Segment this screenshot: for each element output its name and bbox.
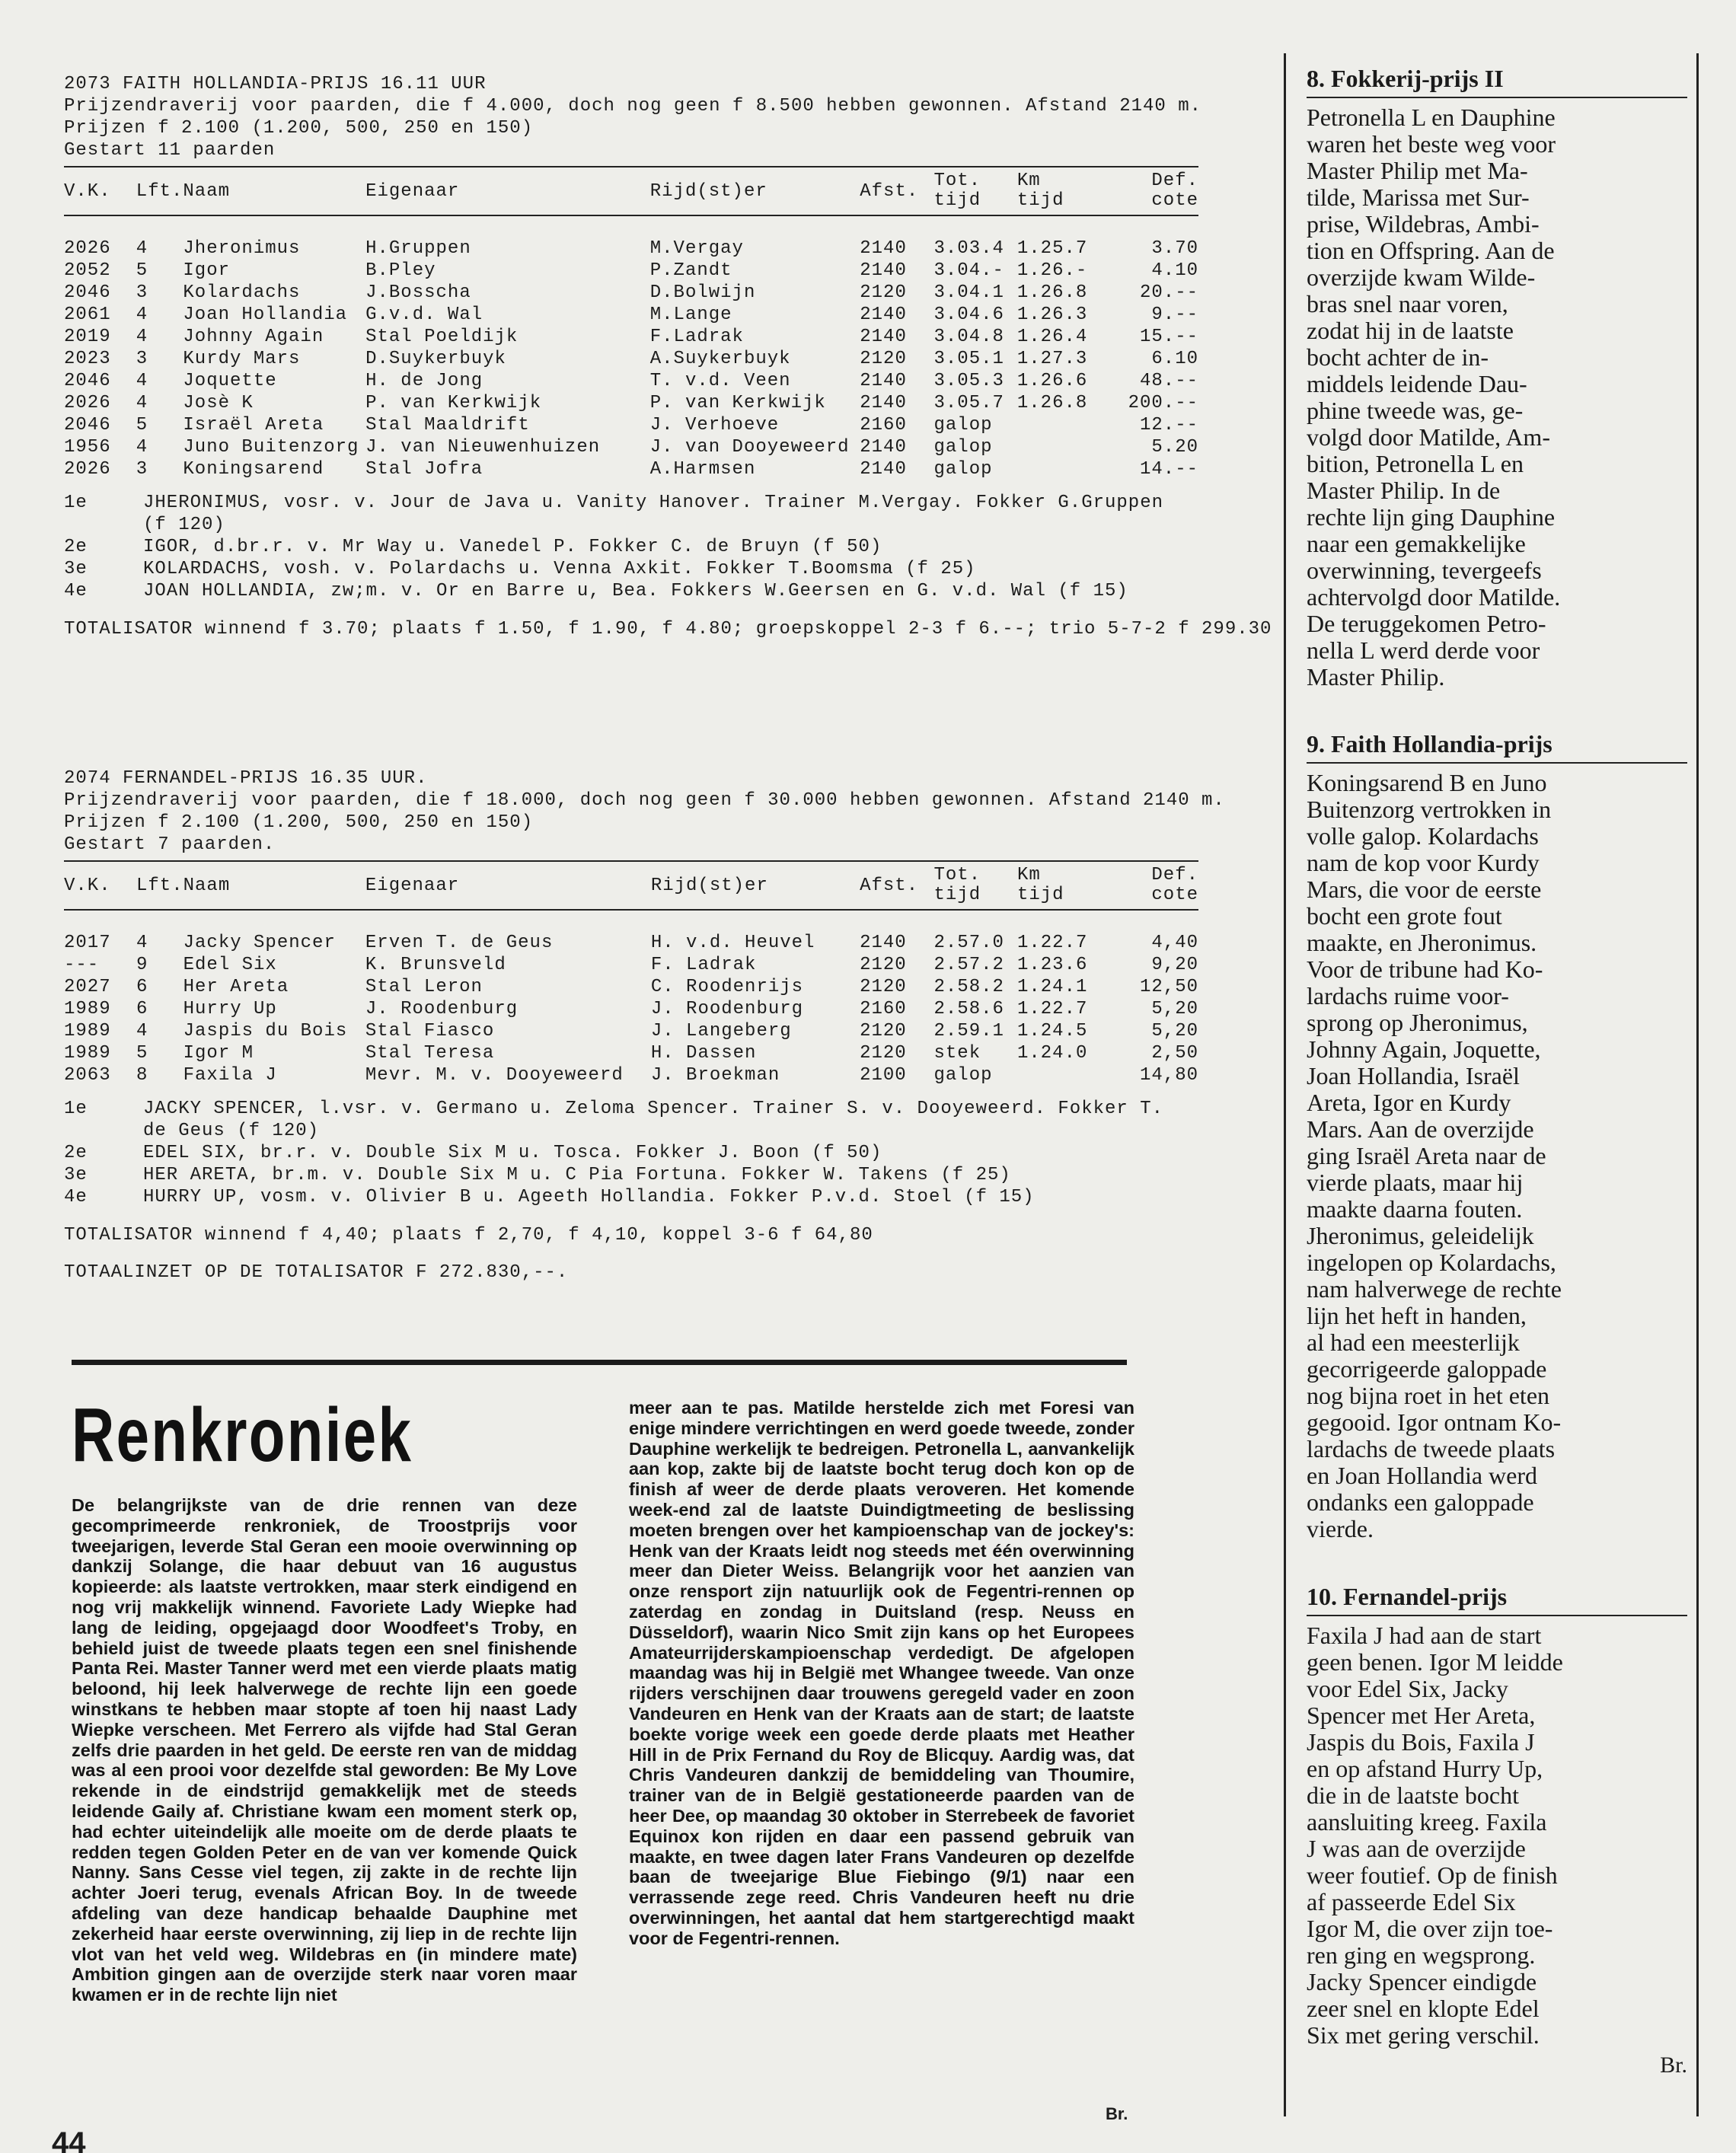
placing-position: 2e bbox=[64, 1143, 88, 1163]
cell-tot: 2.58.6 bbox=[933, 999, 1004, 1019]
cell-vk: 2023 bbox=[64, 349, 111, 369]
result-row bbox=[64, 393, 1198, 415]
cell-km: 1.26.8 bbox=[1016, 282, 1088, 303]
report-title: 10. Fernandel-prijs bbox=[1307, 1583, 1508, 1610]
placing-text: JACKY SPENCER, l.vsr. v. Germano u. Zeloma Spencer. Trainer S. v. Dooyeweerd. Fokker T. de Geus (f 120) bbox=[143, 1099, 1176, 1141]
result-row bbox=[64, 305, 1198, 327]
cell-rij: P.Zandt bbox=[649, 260, 732, 281]
cell-afst: 2140 bbox=[860, 260, 907, 281]
result-row bbox=[64, 349, 1198, 371]
result-row bbox=[64, 933, 1198, 955]
cell-vk: 1989 bbox=[64, 999, 111, 1019]
result-row bbox=[64, 977, 1198, 999]
race-title: 2073 FAITH HOLLANDIA-PRIJS 16.11 UUR bbox=[64, 74, 487, 94]
cell-lft: 4 bbox=[136, 238, 148, 259]
cell-eig: G.v.d. Wal bbox=[365, 305, 483, 325]
cell-afst: 2100 bbox=[860, 1065, 907, 1086]
result-row bbox=[64, 415, 1198, 437]
cell-rij: A.Harmsen bbox=[649, 459, 756, 480]
race-starters: Gestart 11 paarden bbox=[64, 140, 276, 161]
cell-km: 1.24.0 bbox=[1016, 1043, 1088, 1064]
race-2073 bbox=[64, 73, 1272, 640]
cell-tot: 2.57.0 bbox=[933, 933, 1004, 953]
cell-rij: P. van Kerkwijk bbox=[649, 393, 826, 413]
cell-km: 1.22.7 bbox=[1016, 999, 1088, 1019]
cell-tot: stek bbox=[933, 1043, 981, 1064]
cell-km: 1.25.7 bbox=[1016, 238, 1088, 259]
cell-km bbox=[1017, 1065, 1100, 1087]
col-km: Km tijd bbox=[1016, 171, 1064, 211]
cell-km: 1.26.- bbox=[1016, 260, 1088, 281]
col-tot: Tot. tijd bbox=[933, 171, 981, 211]
cell-cote: 14,80 bbox=[1139, 1065, 1198, 1086]
placing-text: IGOR, d.br.r. v. Mr Way u. Vanedel P. Fokker C. de Bruyn (f 50) bbox=[143, 537, 882, 557]
col-lft: Lft. bbox=[136, 180, 183, 202]
cell-eig: J.Bosscha bbox=[365, 282, 471, 303]
cell-naam: Igor M bbox=[183, 1043, 254, 1064]
cell-afst: 2120 bbox=[860, 977, 907, 997]
cell-vk: 2046 bbox=[64, 415, 111, 435]
col-rijder: Rijd(st)er bbox=[649, 180, 767, 202]
cell-naam: Faxila J bbox=[183, 1065, 277, 1086]
cell-lft: 4 bbox=[136, 393, 148, 413]
cell-cote: 9,20 bbox=[1151, 955, 1198, 975]
cell-naam: Johnny Again bbox=[183, 327, 324, 347]
cell-tot: 3.04.6 bbox=[933, 305, 1004, 325]
cell-naam: Josè K bbox=[183, 393, 254, 413]
cell-rij: T. v.d. Veen bbox=[649, 371, 791, 391]
cell-naam: Jheronimus bbox=[183, 238, 301, 259]
cell-tot: galop bbox=[933, 459, 993, 480]
col-vk: V.K. bbox=[64, 180, 111, 202]
placing bbox=[64, 580, 1198, 602]
result-row bbox=[64, 999, 1198, 1021]
cell-eig: Stal Maaldrift bbox=[365, 415, 530, 435]
cell-vk: 2061 bbox=[64, 305, 111, 325]
result-row bbox=[64, 437, 1198, 459]
cell-eig: Stal Poeldijk bbox=[365, 327, 519, 347]
cell-tot: galop bbox=[933, 1065, 993, 1086]
col-eigenaar: Eigenaar bbox=[365, 875, 460, 896]
placing-position: 4e bbox=[64, 581, 88, 601]
col-lft: Lft. bbox=[136, 875, 183, 896]
cell-rij: J. Langeberg bbox=[650, 1021, 792, 1041]
cell-afst: 2140 bbox=[860, 459, 907, 480]
cell-km: 1.24.5 bbox=[1016, 1021, 1088, 1041]
cell-cote: 5,20 bbox=[1151, 1021, 1198, 1041]
cell-afst: 2120 bbox=[860, 282, 907, 303]
cell-rij: C. Roodenrijs bbox=[650, 977, 804, 997]
cell-rij: M.Vergay bbox=[649, 238, 744, 259]
renkroniek-signature: Br. bbox=[1106, 2104, 1128, 2123]
cell-naam: Igor bbox=[183, 260, 231, 281]
results-table bbox=[64, 862, 1198, 1087]
placing-text: EDEL SIX, br.r. v. Double Six M u. Tosca. Fokker J. Boon (f 50) bbox=[143, 1143, 882, 1163]
cell-km: 1.26.4 bbox=[1016, 327, 1088, 347]
cell-afst: 2140 bbox=[860, 393, 907, 413]
cell-rij: D.Bolwijn bbox=[649, 282, 756, 303]
placing-text: JHERONIMUS, vosr. v. Jour de Java u. Vanity Hanover. Trainer M.Vergay. Fokker G.Gruppen (f 120) bbox=[143, 493, 1164, 535]
cell-lft: 4 bbox=[136, 305, 148, 325]
cell-tot: 3.05.1 bbox=[933, 349, 1004, 369]
result-row bbox=[64, 260, 1198, 282]
cell-eig: J. van Nieuwenhuizen bbox=[365, 437, 601, 458]
placing-position: 3e bbox=[64, 559, 88, 579]
cell-eig: J. Roodenburg bbox=[365, 999, 519, 1019]
column-border bbox=[1696, 53, 1699, 2116]
placing bbox=[64, 1098, 1198, 1142]
result-row bbox=[64, 1065, 1198, 1087]
cell-cote: 5.20 bbox=[1151, 437, 1198, 458]
cell-eig: P. van Kerkwijk bbox=[365, 393, 542, 413]
cell-cote: 200.-- bbox=[1128, 393, 1198, 413]
cell-lft: 3 bbox=[136, 282, 148, 303]
race-title: 2074 FERNANDEL-PRIJS 16.35 UUR. bbox=[64, 768, 428, 789]
cell-afst: 2160 bbox=[860, 415, 907, 435]
cell-afst: 2120 bbox=[860, 1021, 907, 1041]
page-number: 44 bbox=[52, 2132, 86, 2153]
placing-text: HER ARETA, br.m. v. Double Six M u. C Pia Fortuna. Fokker W. Takens (f 25) bbox=[143, 1165, 1011, 1185]
cell-eig: Erven T. de Geus bbox=[365, 933, 554, 953]
col-afst: Afst. bbox=[860, 180, 919, 202]
cell-km: 1.26.6 bbox=[1016, 371, 1088, 391]
cell-lft: 4 bbox=[136, 437, 148, 458]
column-divider bbox=[1284, 53, 1286, 2116]
cell-tot: 2.59.1 bbox=[933, 1021, 1004, 1041]
cell-lft: 6 bbox=[136, 999, 148, 1019]
cell-lft: 9 bbox=[136, 955, 148, 975]
cell-rij: J. Broekman bbox=[650, 1065, 780, 1086]
cell-tot: 3.05.3 bbox=[933, 371, 1004, 391]
col-vk: V.K. bbox=[64, 875, 111, 896]
cell-cote: 48.-- bbox=[1139, 371, 1198, 391]
cell-afst: 2120 bbox=[860, 349, 907, 369]
report-title: 9. Faith Hollandia-prijs bbox=[1307, 730, 1553, 758]
cell-cote: 14.-- bbox=[1139, 459, 1198, 480]
cell-eig: K. Brunsveld bbox=[365, 955, 506, 975]
placing-position: 2e bbox=[64, 537, 88, 557]
cell-vk: 2017 bbox=[64, 933, 111, 953]
placing-position: 4e bbox=[64, 1187, 88, 1207]
cell-rij: H. Dassen bbox=[650, 1043, 757, 1064]
cell-lft: 5 bbox=[136, 260, 148, 281]
renkroniek-column-left: De belangrijkste van de drie rennen van deze gecomprimeerde renkroniek, de Troostprijs voor tweejarigen, leverde Stal Geran een mooie overwinning op dankzij Solange, die haar debuut van 16 augustus kopieerde: als laatste vertrokken, maar sterk eindigend en nog vrij makkelijk winnend. Favoriete Lady Wiepke had lang de leiding, opgejaagd door Woodfeet's Troby, en behield juist de tweede plaats tegen een snel finishende Panta Rei. Master Tanner werd met een vierde plaats matig beloond, hij leek halverwege de rechte lijn een goede winstkans te hebben maar stopte af toen hij naast Lady Wiepke verscheen. Met Ferrero als vijfde had Stal Geran zelfs drie paarden in het geld. De eerste ren van de middag was al een prooi voor dezelfde stal geworden: Be My Love rekende in de eindstrijd gemakkelijk met de steeds leidende Gaily af. Christiane kwam een moment sterk op, had echter uiteindelijk alle moeite om de derde plaats te redden tegen Golden Peter en de van ver komende Quick Nanny. Sans Cesse viel tegen, zij zakte in de rechte lijn achter Joeri terug, evenals African Boy. In de tweede afdeling van deze handicap behaalde Dauphine met zekerheid haar eerste overwinning, zij liep in de rechte lijn vlot van het veld weg. Wildebras en (in mindere mate) Ambition gingen aan de overzijde sterk naar voren maar kwamen er in de rechte lijn niet bbox=[72, 1495, 577, 2005]
cell-tot: galop bbox=[933, 437, 993, 458]
cell-eig: D.Suykerbuyk bbox=[365, 349, 506, 369]
cell-lft: 3 bbox=[136, 459, 148, 480]
cell-lft: 8 bbox=[136, 1065, 148, 1086]
result-row bbox=[64, 1021, 1198, 1043]
cell-tot: 3.04.1 bbox=[933, 282, 1004, 303]
cell-cote: 5,20 bbox=[1151, 999, 1198, 1019]
placing bbox=[64, 558, 1198, 580]
cell-km bbox=[1017, 459, 1100, 481]
cell-vk: 2027 bbox=[64, 977, 111, 997]
cell-vk: 2046 bbox=[64, 371, 111, 391]
cell-eig: Stal Teresa bbox=[365, 1043, 495, 1064]
cell-eig: Stal Jofra bbox=[365, 459, 483, 480]
col-def: Def. cote bbox=[1151, 865, 1198, 905]
cell-naam: Kurdy Mars bbox=[183, 349, 301, 369]
cell-tot: galop bbox=[933, 415, 993, 435]
report-fokkerij-prijs bbox=[1307, 65, 1687, 691]
report-signature: Br. bbox=[1660, 2053, 1687, 2078]
cell-rij: J. Roodenburg bbox=[650, 999, 804, 1019]
cell-tot: 2.58.2 bbox=[933, 977, 1004, 997]
placings bbox=[64, 1098, 1198, 1208]
cell-lft: 4 bbox=[136, 327, 148, 347]
col-eigenaar: Eigenaar bbox=[365, 180, 460, 202]
report-fernandel bbox=[1307, 1584, 1687, 2078]
cell-cote: 6.10 bbox=[1151, 349, 1198, 369]
result-row bbox=[64, 238, 1198, 260]
cell-rij: F.Ladrak bbox=[649, 327, 744, 347]
cell-lft: 4 bbox=[136, 933, 148, 953]
cell-vk: 2026 bbox=[64, 459, 111, 480]
cell-afst: 2140 bbox=[860, 238, 907, 259]
cell-naam: Hurry Up bbox=[183, 999, 277, 1019]
cell-eig: H. de Jong bbox=[365, 371, 483, 391]
result-row bbox=[64, 371, 1198, 393]
cell-km: 1.26.3 bbox=[1016, 305, 1088, 325]
placing bbox=[64, 536, 1198, 558]
placing-position: 3e bbox=[64, 1165, 88, 1185]
cell-vk: 1989 bbox=[64, 1043, 111, 1064]
cell-naam: Kolardachs bbox=[183, 282, 301, 303]
cell-rij: H. v.d. Heuvel bbox=[650, 933, 815, 953]
race-conditions: Prijzendraverij voor paarden, die f 4.000, doch nog geen f 8.500 hebben gewonnen. Afstand 2140 m. bbox=[64, 96, 1202, 116]
placing bbox=[64, 492, 1198, 536]
report-title: 8. Fokkerij-prijs II bbox=[1307, 65, 1504, 92]
cell-lft: 4 bbox=[136, 371, 148, 391]
col-km: Km tijd bbox=[1016, 865, 1064, 905]
cell-rij: F. Ladrak bbox=[650, 955, 757, 975]
cell-naam: Jacky Spencer bbox=[183, 933, 336, 953]
cell-km: 1.22.7 bbox=[1016, 933, 1088, 953]
cell-afst: 2160 bbox=[860, 999, 907, 1019]
cell-naam: Joan Hollandia bbox=[183, 305, 348, 325]
race-header bbox=[64, 767, 1225, 856]
placing-text: KOLARDACHS, vosh. v. Polardachs u. Venna Axkit. Fokker T.Boomsma (f 25) bbox=[143, 559, 976, 579]
cell-cote: 15.-- bbox=[1139, 327, 1198, 347]
race-prizes: Prijzen f 2.100 (1.200, 500, 250 en 150) bbox=[64, 812, 534, 833]
cell-vk: 2063 bbox=[64, 1065, 111, 1086]
cell-lft: 4 bbox=[136, 1021, 148, 1041]
placing-text: JOAN HOLLANDIA, zw;m. v. Or en Barre u, Bea. Fokkers W.Geersen en G. v.d. Wal (f 15) bbox=[143, 581, 1128, 601]
renkroniek-title: Renkroniek bbox=[72, 1392, 413, 1478]
cell-km bbox=[1017, 415, 1100, 437]
result-row bbox=[64, 459, 1198, 481]
col-rijder: Rijd(st)er bbox=[650, 875, 768, 896]
cell-tot: 3.05.7 bbox=[933, 393, 1004, 413]
cell-eig: Stal Fiasco bbox=[365, 1021, 495, 1041]
cell-cote: 2,50 bbox=[1151, 1043, 1198, 1064]
cell-eig: B.Pley bbox=[365, 260, 436, 281]
cell-naam: Her Areta bbox=[183, 977, 289, 997]
cell-lft: 6 bbox=[136, 977, 148, 997]
cell-cote: 3.70 bbox=[1151, 238, 1198, 259]
cell-naam: Israël Areta bbox=[183, 415, 324, 435]
cell-afst: 2140 bbox=[860, 371, 907, 391]
cell-vk: 2026 bbox=[64, 238, 111, 259]
cell-cote: 4.10 bbox=[1151, 260, 1198, 281]
cell-vk: --- bbox=[64, 955, 100, 975]
cell-km: 1.23.6 bbox=[1016, 955, 1088, 975]
race-header bbox=[64, 73, 1202, 161]
results-table bbox=[64, 167, 1198, 481]
col-naam: Naam bbox=[183, 180, 231, 202]
placing bbox=[64, 1164, 1198, 1186]
cell-eig: H.Gruppen bbox=[365, 238, 471, 259]
result-row bbox=[64, 282, 1198, 305]
cell-km: 1.24.1 bbox=[1016, 977, 1088, 997]
col-afst: Afst. bbox=[860, 875, 919, 896]
cell-afst: 2120 bbox=[860, 1043, 907, 1064]
cell-rij: M.Lange bbox=[649, 305, 732, 325]
result-row bbox=[64, 955, 1198, 977]
cell-naam: Jaspis du Bois bbox=[183, 1021, 348, 1041]
cell-vk: 2046 bbox=[64, 282, 111, 303]
renkroniek-column-right: meer aan te pas. Matilde herstelde zich met Foresi van enige mindere verrichtingen en werd goede tweede, zonder Dauphine werkelijk te bedreigen. Petronella L, aanvankelijk aan kop, zakte bij de laatste bocht terug doch kon op de finish af weer de derde plaats veroveren. Het komende week-end zal de laatste Duindigtmeeting de beslissing moeten brengen over het kampioenschap van de jockey's: Henk van der Kraats leidt nog steeds met één overwinning meer dan Dieter Weiss. Belangrijk voor het aanzien van onze rensport zijn natuurlijk ook de Fegentri-rennen op zaterdag en zondag in Duitsland (resp. Neuss en Düsseldorf), waarin Nico Smit zijn kans op het Europees Amateurrijderskampioenschap verdedigt. De afgelopen maandag was hij in België met Whangee tweede. Van onze rijders verschijnen daar trouwens geregeld vader en zoon Vandeuren en Henk van der Kraats aan de start; de laatste boekte vorige week een goede derde plaats met Heather Hill in de Prix Fernand du Roy de Blicquy. Aardig was, dat Chris Vandeuren dankzij de bemiddeling van Thoumire, trainer van de in België gestationeerde paarden van de heer Dee, op maandag 30 oktober in Sterrebeek de favoriet Equinox kon rijden en daar een passend gebruik van maakte, en twee dagen later Frans Vandeuren op dezelfde baan de tweejarige Blue Fiebingo (9/1) naar een verrassende zege reed. Chris Vandeuren heeft nu drie overwinningen, het aantal dat hem startgerechtigd maakt voor de Fegentri-rennen. bbox=[629, 1398, 1134, 1948]
cell-afst: 2140 bbox=[860, 305, 907, 325]
cell-vk: 1989 bbox=[64, 1021, 111, 1041]
column-headers bbox=[64, 167, 1198, 215]
cell-km: 1.27.3 bbox=[1016, 349, 1088, 369]
cell-cote: 12.-- bbox=[1139, 415, 1198, 435]
cell-rij: J. Verhoeve bbox=[649, 415, 780, 435]
result-row bbox=[64, 1043, 1198, 1065]
totalisator: TOTALISATOR winnend f 4,40; plaats f 2,70, f 4,10, koppel 3-6 f 64,80 bbox=[64, 1225, 873, 1246]
cell-lft: 5 bbox=[136, 1043, 148, 1064]
race-prizes: Prijzen f 2.100 (1.200, 500, 250 en 150) bbox=[64, 118, 534, 139]
cell-cote: 20.-- bbox=[1139, 282, 1198, 303]
cell-afst: 2140 bbox=[860, 933, 907, 953]
totalisator: TOTALISATOR winnend f 3.70; plaats f 1.50, f 1.90, f 4.80; groepskoppel 2-3 f 6.--; trio 5-7-2 f 299.30 bbox=[64, 619, 1272, 640]
race-conditions: Prijzendraverij voor paarden, die f 18.000, doch nog geen f 30.000 hebben gewonnen. Afstand 2140 m. bbox=[64, 790, 1225, 811]
placing-position: 1e bbox=[64, 1099, 88, 1119]
cell-cote: 4,40 bbox=[1151, 933, 1198, 953]
cell-lft: 5 bbox=[136, 415, 148, 435]
cell-rij: A.Suykerbuyk bbox=[649, 349, 791, 369]
cell-vk: 2026 bbox=[64, 393, 111, 413]
column-headers bbox=[64, 862, 1198, 910]
race-starters: Gestart 7 paarden. bbox=[64, 834, 276, 855]
cell-vk: 1956 bbox=[64, 437, 111, 458]
placing-text: HURRY UP, vosm. v. Olivier B u. Ageeth Hollandia. Fokker P.v.d. Stoel (f 15) bbox=[143, 1187, 1035, 1207]
cell-tot: 3.04.8 bbox=[933, 327, 1004, 347]
cell-vk: 2019 bbox=[64, 327, 111, 347]
cell-afst: 2120 bbox=[860, 955, 907, 975]
report-text: Petronella L en Dauphine waren het beste weg voor Master Philip met Ma- tilde, Marissa met Sur- prise, Wildebras, Ambi- tion en Offspring. Aan de overzijde kwam Wilde- bras snel naar voren, zodat hij in de laatste bocht achter de in- middels leidende Dau- phine tweede was, ge- volgd door Matilde, Am- bition, Petronella L en Master Philip. In de rechte lijn ging Dauphine naar een gemakkelijke overwinning, tevergeefs achtervolgd door Matilde. De teruggekomen Petro- nella L werd derde voor Master Philip. bbox=[1307, 104, 1561, 691]
col-naam: Naam bbox=[183, 875, 231, 896]
cell-tot: 3.04.- bbox=[933, 260, 1004, 281]
cell-km: 1.26.8 bbox=[1016, 393, 1088, 413]
cell-afst: 2140 bbox=[860, 327, 907, 347]
cell-naam: Joquette bbox=[183, 371, 277, 391]
report-faith-hollandia bbox=[1307, 731, 1687, 1542]
report-text: Faxila J had aan de start geen benen. Igor M leidde voor Edel Six, Jacky Spencer met Her Areta, Jaspis du Bois, Faxila J en op afstand Hurry Up, die in de laatste bocht aansluiting kreeg. Faxila J was aan de overzijde weer foutief. Op de finish af passeerde Edel Six Igor M, die over zijn toe- ren ging en wegsprong. Jacky Spencer eindigde zeer snel en klopte Edel Six met gering verschil. bbox=[1307, 1622, 1563, 2049]
cell-tot: 3.03.4 bbox=[933, 238, 1004, 259]
totaalinzet: TOTAALINZET OP DE TOTALISATOR F 272.830,--. bbox=[64, 1262, 569, 1283]
report-text: Koningsarend B en Juno Buitenzorg vertrokken in volle galop. Kolardachs nam de kop voor Kurdy Mars, die voor de eerste bocht een grote fout maakte, en Jheronimus. Voor de tribune had Ko- lardachs ruime voor- sprong op Jheronimus, Johnny Again, Joquette, Joan Hollandia, Israël Areta, Igor en Kurdy Mars. Aan de overzijde ging Israël Areta naar de vierde plaats, maar hij maakte daarna fouten. Jheronimus, geleidelijk ingelopen op Kolardachs, nam halverwege de rechte lijn het heft in handen, al had een meesterlijk gecorrigeerde galoppade nog bijna roet in het eten gegooid. Igor ontnam Ko- lardachs de tweede plaats en Joan Hollandia werd ondanks een galoppade vierde. bbox=[1307, 769, 1562, 1542]
col-def: Def. cote bbox=[1151, 171, 1198, 211]
placing bbox=[64, 1142, 1198, 1164]
cell-naam: Edel Six bbox=[183, 955, 277, 975]
cell-naam: Koningsarend bbox=[183, 459, 324, 480]
cell-naam: Juno Buitenzorg bbox=[183, 437, 359, 458]
col-tot: Tot. tijd bbox=[933, 865, 981, 905]
placing-position: 1e bbox=[64, 493, 88, 513]
result-row bbox=[64, 327, 1198, 349]
cell-vk: 2052 bbox=[64, 260, 111, 281]
cell-lft: 3 bbox=[136, 349, 148, 369]
cell-km bbox=[1017, 437, 1100, 459]
placing bbox=[64, 1186, 1198, 1208]
cell-tot: 2.57.2 bbox=[933, 955, 1004, 975]
cell-afst: 2140 bbox=[860, 437, 907, 458]
cell-cote: 9.-- bbox=[1151, 305, 1198, 325]
section-rule bbox=[72, 1360, 1127, 1365]
race-2074 bbox=[64, 767, 1225, 1283]
cell-cote: 12,50 bbox=[1139, 977, 1198, 997]
cell-eig: Stal Leron bbox=[365, 977, 483, 997]
cell-rij: J. van Dooyeweerd bbox=[649, 437, 850, 458]
cell-eig: Mevr. M. v. Dooyeweerd bbox=[365, 1065, 624, 1086]
placings bbox=[64, 492, 1198, 602]
